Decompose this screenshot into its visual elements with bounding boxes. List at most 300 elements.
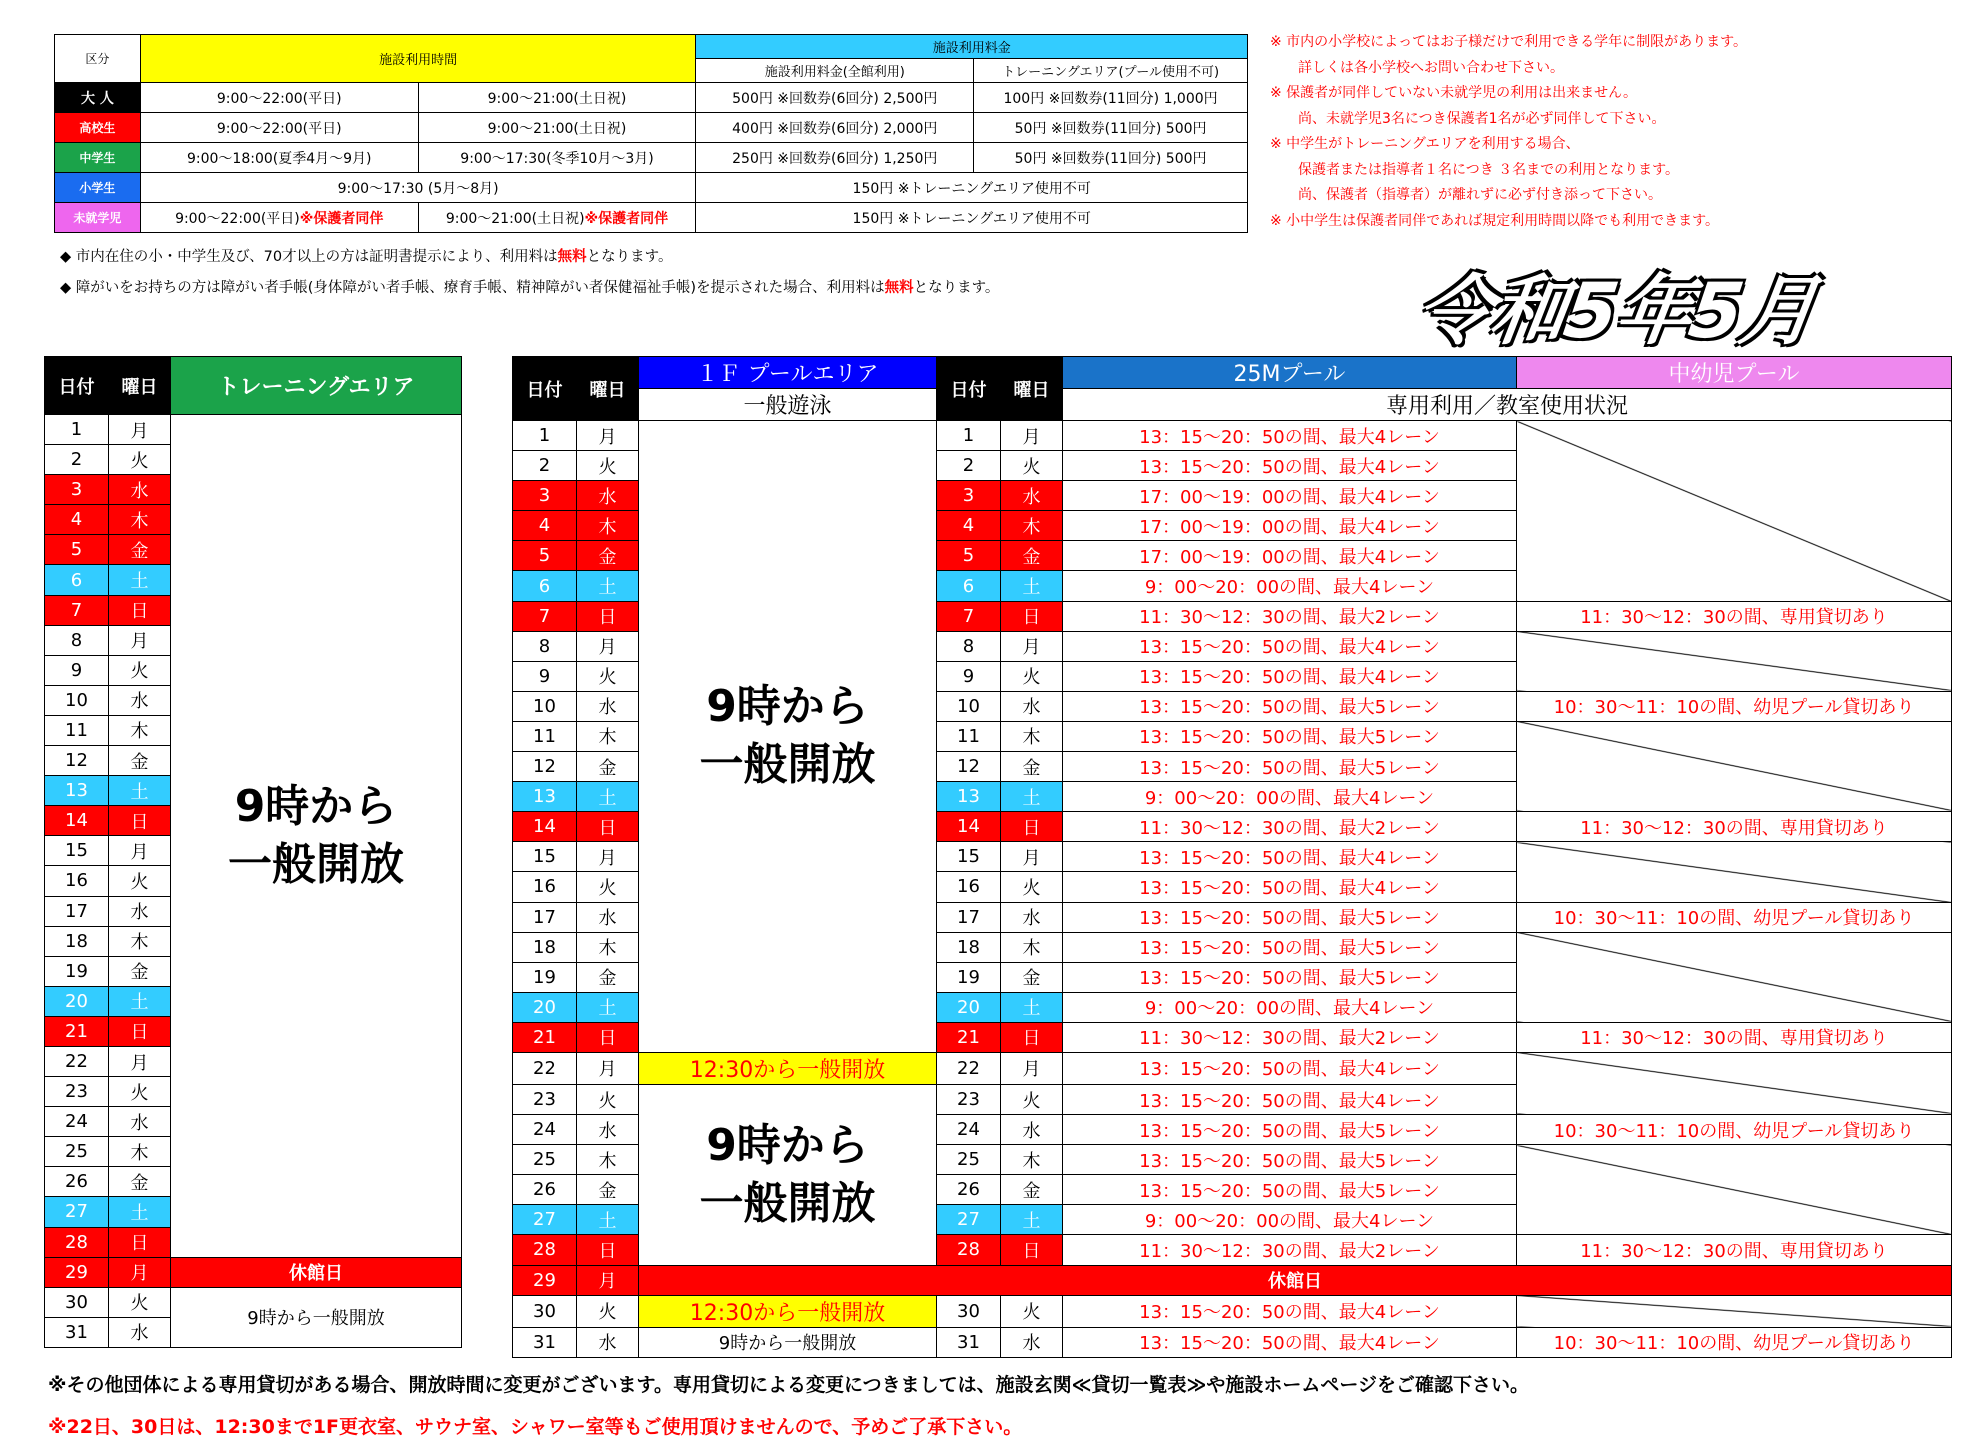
date-cell-2: 5 [937,541,1001,571]
pool25-usage-cell: 13：15～20：50の間、最大4レーン [1063,842,1517,872]
date-cell-2: 11 [937,721,1001,751]
date-cell: 18 [45,926,109,956]
date-cell-2: 28 [937,1235,1001,1265]
table-row [45,1257,462,1287]
weekday-cell-2: 木 [1001,511,1063,541]
weekday-cell: 木 [577,932,639,962]
kids-pool-cell: 11：30～12：30の間、専用貸切あり [1517,601,1952,631]
weekday-cell: 木 [109,505,171,535]
weekday-cell: 火 [577,1295,639,1327]
weekday-cell: 土 [577,782,639,812]
kids-pool-cell: 10：30～11：10の間、幼児プール貸切あり [1517,902,1952,932]
date-cell: 9 [513,661,577,691]
category-header: 区分 [55,35,141,83]
weekday-cell: 日 [109,1227,171,1257]
weekday-cell-2: 火 [1001,1295,1063,1327]
date-cell: 25 [45,1137,109,1167]
date-cell-2: 1 [937,421,1001,451]
kids-pool-empty-cell [1517,1052,1952,1114]
kids-pool-empty-cell [1517,1145,1952,1235]
general-open-cell: 9時から一般開放 [639,1327,937,1357]
kids-pool-cell: 11：30～12：30の間、専用貸切あり [1517,1022,1952,1052]
pool25-usage-cell: 13：15～20：50の間、最大5レーン [1063,691,1517,721]
kids-pool-empty-cell [1517,421,1952,602]
date-cell: 7 [45,595,109,625]
date-cell-2: 2 [937,451,1001,481]
row-label-middle-school: 中学生 [55,143,141,173]
weekday-cell: 土 [109,1197,171,1227]
date-cell: 13 [45,776,109,806]
date-cell: 14 [513,812,577,842]
date-cell-2: 18 [937,932,1001,962]
hs-fee-training: 50円 ※回数券(11回分) 500円 [974,113,1248,143]
weekday-cell-2: 月 [1001,631,1063,661]
open-line-1: 9時から [706,1119,869,1171]
open-line-1: 9時から [706,681,869,733]
right-notes: ※ 市内の小学校によってはお子様だけで利用できる学年に制限があります。 詳しくは各小学校へお問い合わせ下さい。 ※ 保護者が同伴していない未就学児の利用は出来ません。 尚、未就学児3名につき保護者1名が必ず同伴して下さい。 ※ 中学生がトレーニングエリアを利用する場合、 保護者または指導者１名につき ３名までの利用となります。 尚、保護者（指導者）が離れずに必ず付き添って下さい。 ※ 小中学生は保護者同伴であれば規定利用時間以降でも利用できます。 [1270,34,1748,229]
date-cell: 26 [513,1175,577,1205]
weekday-cell: 金 [109,746,171,776]
pool25-usage-cell: 17：00～19：00の間、最大4レーン [1063,481,1517,511]
pre-holiday-hours: 9:00～21:00(土日祝)※保護者同伴 [418,203,696,233]
date-cell: 26 [45,1167,109,1197]
weekday-cell-2: 火 [1001,1084,1063,1114]
weekday-cell: 水 [577,691,639,721]
weekday-cell-2: 月 [1001,842,1063,872]
weekday-cell-2: 金 [1001,1175,1063,1205]
weekday-cell: 月 [109,625,171,655]
row-label-high-school: 高校生 [55,113,141,143]
table-row [513,1327,1952,1357]
date-cell: 24 [45,1107,109,1137]
date-cell: 12 [513,752,577,782]
weekday-cell: 火 [577,451,639,481]
month-title: 令和5年5月 [1410,266,1822,355]
kids-pool-cell: 10：30～11：10の間、幼児プール貸切あり [1517,691,1952,721]
weekday-cell: 月 [109,415,171,445]
weekday-cell: 木 [109,1137,171,1167]
adult-fee-training: 100円 ※回数券(11回分) 1,000円 [974,83,1248,113]
adult-fee-full: 500円 ※回数券(6回分) 2,500円 [696,83,974,113]
date-cell: 17 [513,902,577,932]
date-cell: 22 [513,1052,577,1084]
date-cell: 7 [513,601,577,631]
date-cell-2: 16 [937,872,1001,902]
ms-fee-training: 50円 ※回数券(11回分) 500円 [974,143,1248,173]
pool25-header: 25Mプール [1063,357,1517,389]
table-row [513,1052,1952,1084]
date-cell: 21 [45,1016,109,1046]
date-cell: 20 [45,986,109,1016]
hs-holiday-hours: 9:00～21:00(土日祝) [418,113,696,143]
date-cell: 19 [513,962,577,992]
date-cell-2: 25 [937,1145,1001,1175]
weekday-cell: 月 [577,421,639,451]
es-fee: 150円 ※トレーニングエリア使用不可 [696,173,1248,203]
date-cell: 3 [45,475,109,505]
weekday-cell-2: 水 [1001,481,1063,511]
ms-fee-full: 250円 ※回数券(6回分) 1,250円 [696,143,974,173]
weekday-cell-2: 日 [1001,1235,1063,1265]
weekday-cell: 木 [577,511,639,541]
weekday-cell: 水 [109,1107,171,1137]
weekday-cell: 水 [577,1115,639,1145]
weekday-cell-2: 土 [1001,992,1063,1022]
weekday-cell: 土 [109,986,171,1016]
fees-header: 施設利用料金 [696,35,1248,59]
weekday-cell: 水 [109,1317,171,1347]
footer-note-1: ※その他団体による専用貸切がある場合、開放時間に変更がございます。専用貸切による変更につきましては、施設玄関≪貸切一覧表≫や施設ホームページをご確認下さい。 [48,1374,1529,1396]
weekday-cell-2: 土 [1001,782,1063,812]
open-line-2: 一般開放 [699,1177,876,1229]
open-line-1: 9時から [234,780,398,832]
weekday-cell: 火 [109,1287,171,1317]
open-1230-cell: 12:30から一般開放 [639,1052,937,1084]
training-schedule [44,356,462,1348]
date-cell: 15 [45,836,109,866]
table-row [45,415,462,445]
date-cell: 29 [45,1257,109,1287]
pool-schedule [512,356,1952,1358]
weekday-cell: 月 [577,1052,639,1084]
pool25-usage-cell: 17：00～19：00の間、最大4レーン [1063,541,1517,571]
weekday-cell: 月 [577,1265,639,1295]
date-cell-2: 10 [937,691,1001,721]
date-cell: 28 [513,1235,577,1265]
date-cell: 12 [45,746,109,776]
date-cell: 20 [513,992,577,1022]
weekday-cell: 水 [109,685,171,715]
kids-pool-cell: 11：30～12：30の間、専用貸切あり [1517,1235,1952,1265]
weekday-cell: 月 [109,1257,171,1287]
date-cell: 5 [45,535,109,565]
pool25-usage-cell: 11：30～12：30の間、最大2レーン [1063,1022,1517,1052]
date-cell-2: 3 [937,481,1001,511]
date-cell-2: 26 [937,1175,1001,1205]
weekday-cell-2: 水 [1001,1115,1063,1145]
date-cell-2: 7 [937,601,1001,631]
weekday-cell: 水 [109,896,171,926]
pool25-usage-cell: 13：15～20：50の間、最大4レーン [1063,631,1517,661]
weekday-header: 曜日 [577,357,639,421]
date-cell: 27 [513,1205,577,1235]
date-cell: 14 [45,806,109,836]
date-cell-2: 12 [937,752,1001,782]
pool25-usage-cell: 9：00～20：00の間、最大4レーン [1063,1205,1517,1235]
general-open-block-2 [639,1084,937,1265]
date-cell: 16 [513,872,577,902]
ms-winter-hours: 9:00～17:30(冬季10月～3月) [418,143,696,173]
kids-pool-cell: 10：30～11：10の間、幼児プール貸切あり [1517,1115,1952,1145]
date-cell: 30 [45,1287,109,1317]
hs-weekday-hours: 9:00～22:00(平日) [140,113,418,143]
kids-pool-empty-cell [1517,842,1952,902]
weekday-cell-2: 火 [1001,661,1063,691]
weekday-cell-2: 月 [1001,421,1063,451]
closed-cell: 休館日 [639,1265,1952,1295]
weekday-cell: 日 [577,601,639,631]
weekday-cell: 日 [577,812,639,842]
date-cell: 11 [513,721,577,751]
date-cell: 5 [513,541,577,571]
pool25-usage-cell: 13：15～20：50の間、最大4レーン [1063,661,1517,691]
training-open-cell: 9時から一般開放 [171,1287,462,1347]
weekday-cell-2: 木 [1001,721,1063,751]
weekday-cell: 日 [109,595,171,625]
pool25-usage-cell: 11：30～12：30の間、最大2レーン [1063,601,1517,631]
weekday-cell: 木 [109,715,171,745]
date-cell-2: 23 [937,1084,1001,1114]
date-cell: 8 [45,625,109,655]
date-cell: 25 [513,1145,577,1175]
ms-summer-hours: 9:00～18:00(夏季4月～9月) [140,143,418,173]
weekday-cell: 月 [577,842,639,872]
pool25-usage-cell: 13：15～20：50の間、最大5レーン [1063,962,1517,992]
weekday-cell: 火 [109,655,171,685]
hours-header: 施設利用時間 [140,35,696,83]
open-line-2: 一般開放 [699,739,876,791]
open-line-2: 一般開放 [228,838,404,890]
kids-pool-empty-cell [1517,1295,1952,1327]
weekday-cell: 水 [109,475,171,505]
pool25-usage-cell: 13：15～20：50の間、最大4レーン [1063,451,1517,481]
weekday-cell: 日 [577,1235,639,1265]
date-cell: 2 [513,451,577,481]
date-cell: 8 [513,631,577,661]
date-cell: 24 [513,1115,577,1145]
date-cell-2: 27 [937,1205,1001,1235]
date-cell-2: 15 [937,842,1001,872]
weekday-cell-2: 日 [1001,1022,1063,1052]
weekday-cell: 水 [577,902,639,932]
date-cell: 19 [45,956,109,986]
date-cell-2: 17 [937,902,1001,932]
weekday-cell: 金 [577,962,639,992]
pool25-usage-cell: 9：00～20：00の間、最大4レーン [1063,992,1517,1022]
pre-weekday-hours: 9:00～22:00(平日)※保護者同伴 [140,203,418,233]
kids-pool-empty-cell [1517,721,1952,811]
pre-fee: 150円 ※トレーニングエリア使用不可 [696,203,1248,233]
kids-pool-empty-cell [1517,631,1952,691]
weekday-cell: 月 [109,1046,171,1076]
date-cell: 10 [45,685,109,715]
weekday-cell: 土 [109,565,171,595]
weekday-cell-2: 水 [1001,691,1063,721]
weekday-cell-2: 木 [1001,1145,1063,1175]
pool25-usage-cell: 13：15～20：50の間、最大4レーン [1063,1052,1517,1084]
date-cell: 15 [513,842,577,872]
date-cell-2: 24 [937,1115,1001,1145]
pool25-usage-cell: 17：00～19：00の間、最大4レーン [1063,511,1517,541]
date-cell-2: 14 [937,812,1001,842]
date-cell: 23 [45,1077,109,1107]
weekday-cell: 金 [109,956,171,986]
date-cell-2: 21 [937,1022,1001,1052]
weekday-cell: 金 [577,541,639,571]
free-note-1: ◆ 市内在住の小・中学生及び、70才以上の方は証明書提示により、利用料は無料となります。 [60,249,673,265]
weekday-cell: 日 [109,1016,171,1046]
kids-pool-header: 中幼児プール [1517,357,1952,389]
weekday-cell: 火 [109,445,171,475]
table-row [513,1265,1952,1295]
general-open-block [639,421,937,1053]
row-label-elementary: 小学生 [55,173,141,203]
date-cell: 23 [513,1084,577,1114]
weekday-cell: 日 [577,1022,639,1052]
date-cell-2: 31 [937,1327,1001,1357]
pool25-usage-cell: 13：15～20：50の間、最大5レーン [1063,1145,1517,1175]
weekday-cell: 火 [109,1077,171,1107]
weekday-cell-2: 月 [1001,1052,1063,1084]
general-swim-header: 一般遊泳 [639,389,937,421]
pool25-usage-cell: 13：15～20：50の間、最大4レーン [1063,1084,1517,1114]
free-note-2: ◆ 障がいをお持ちの方は障がい者手帳(身体障がい者手帳、療育手帳、精神障がい者保健福祉手帳)を提示された場合、利用料は無料となります。 [60,280,1000,296]
table-row [513,421,1952,451]
pool25-usage-cell: 11：30～12：30の間、最大2レーン [1063,812,1517,842]
weekday-cell: 火 [577,661,639,691]
row-label-preschool: 未就学児 [55,203,141,233]
weekday-cell: 金 [577,752,639,782]
date-cell-2: 9 [937,661,1001,691]
pool25-usage-cell: 13：15～20：50の間、最大4レーン [1063,872,1517,902]
pool25-usage-cell: 13：15～20：50の間、最大5レーン [1063,902,1517,932]
weekday-cell: 火 [577,1084,639,1114]
date-cell: 18 [513,932,577,962]
weekday-cell-2: 火 [1001,451,1063,481]
weekday-cell: 金 [109,535,171,565]
table-row [45,1287,462,1317]
weekday-cell-2: 土 [1001,571,1063,601]
date-cell: 13 [513,782,577,812]
date-cell: 11 [45,715,109,745]
date-cell-2: 4 [937,511,1001,541]
pool25-usage-cell: 13：15～20：50の間、最大5レーン [1063,1115,1517,1145]
date-cell: 31 [513,1327,577,1357]
hs-fee-full: 400円 ※回数券(6回分) 2,000円 [696,113,974,143]
weekday-cell-2: 日 [1001,812,1063,842]
weekday-cell: 日 [109,806,171,836]
date-cell: 16 [45,866,109,896]
weekday-cell: 水 [577,481,639,511]
weekday-cell: 火 [109,866,171,896]
weekday-cell-2: 水 [1001,902,1063,932]
date-cell: 31 [45,1317,109,1347]
date-cell: 29 [513,1265,577,1295]
date-cell-2: 22 [937,1052,1001,1084]
weekday-cell: 土 [577,992,639,1022]
date-cell: 1 [513,421,577,451]
pool25-usage-cell: 13：15～20：50の間、最大5レーン [1063,932,1517,962]
weekday-cell-2: 火 [1001,872,1063,902]
date-cell: 28 [45,1227,109,1257]
kids-pool-cell: 10：30～11：10の間、幼児プール貸切あり [1517,1327,1952,1357]
weekday-cell: 土 [577,571,639,601]
pool25-usage-cell: 9：00～20：00の間、最大4レーン [1063,782,1517,812]
weekday-cell: 金 [577,1175,639,1205]
date-cell: 2 [45,445,109,475]
weekday-cell-2: 日 [1001,601,1063,631]
date-cell: 21 [513,1022,577,1052]
pool25-usage-cell: 13：15～20：50の間、最大5レーン [1063,721,1517,751]
kids-pool-cell: 11：30～12：30の間、専用貸切あり [1517,812,1952,842]
kids-pool-empty-cell [1517,932,1952,1022]
closed-cell: 休館日 [171,1257,462,1287]
weekday-cell: 月 [109,836,171,866]
date-cell-2: 20 [937,992,1001,1022]
date-cell: 22 [45,1046,109,1076]
date-cell: 10 [513,691,577,721]
date-cell-2: 13 [937,782,1001,812]
date-cell: 9 [45,655,109,685]
date-cell: 17 [45,896,109,926]
weekday-cell: 金 [109,1167,171,1197]
weekday-cell-2: 水 [1001,1327,1063,1357]
date-cell: 30 [513,1295,577,1327]
pool25-usage-cell: 13：15～20：50の間、最大4レーン [1063,421,1517,451]
weekday-cell: 木 [577,721,639,751]
fee-training-header: トレーニングエリア(プール使用不可) [974,59,1248,83]
pool25-usage-cell: 13：15～20：50の間、最大4レーン [1063,1327,1517,1357]
weekday-cell: 月 [577,631,639,661]
date-header: 日付 [513,357,577,421]
weekday-cell-2: 金 [1001,962,1063,992]
date-cell-2: 30 [937,1295,1001,1327]
fee-table [54,34,1248,233]
date-cell: 3 [513,481,577,511]
exclusive-header: 専用利用／教室使用状況 [1063,389,1952,421]
pool25-usage-cell: 13：15～20：50の間、最大4レーン [1063,1295,1517,1327]
weekday-header-2: 曜日 [1001,357,1063,421]
date-header-2: 日付 [937,357,1001,421]
date-cell: 6 [513,571,577,601]
row-label-adult: 大 人 [55,83,141,113]
pool25-usage-cell: 13：15～20：50の間、最大5レーン [1063,1175,1517,1205]
open-1230-cell: 12:30から一般開放 [639,1295,937,1327]
weekday-cell: 土 [109,776,171,806]
date-cell-2: 8 [937,631,1001,661]
pool25-usage-cell: 9：00～20：00の間、最大4レーン [1063,571,1517,601]
date-cell: 1 [45,415,109,445]
pool25-usage-cell: 11：30～12：30の間、最大2レーン [1063,1235,1517,1265]
weekday-header: 曜日 [109,357,171,415]
footer-note-2: ※22日、30日は、12:30まで1F更衣室、サウナ室、シャワー室等もご使用頂けませんので、予めご了承下さい。 [48,1416,1023,1438]
date-cell-2: 6 [937,571,1001,601]
weekday-cell-2: 土 [1001,1205,1063,1235]
weekday-cell: 土 [577,1205,639,1235]
es-hours: 9:00～17:30 (5月～8月) [140,173,696,203]
fee-full-header: 施設利用料金(全館利用) [696,59,974,83]
weekday-cell-2: 木 [1001,932,1063,962]
date-cell: 4 [45,505,109,535]
pool25-usage-cell: 13：15～20：50の間、最大5レーン [1063,752,1517,782]
weekday-cell-2: 金 [1001,541,1063,571]
training-header: トレーニングエリア [171,357,462,415]
date-cell: 6 [45,565,109,595]
weekday-cell: 水 [577,1327,639,1357]
pool-area-header: １Ｆ プールエリア [639,357,937,389]
date-cell-2: 19 [937,962,1001,992]
date-cell: 4 [513,511,577,541]
adult-holiday-hours: 9:00～21:00(土日祝) [418,83,696,113]
date-header: 日付 [45,357,109,415]
adult-weekday-hours: 9:00～22:00(平日) [140,83,418,113]
weekday-cell: 火 [577,872,639,902]
weekday-cell: 木 [577,1145,639,1175]
table-row [513,1295,1952,1327]
weekday-cell-2: 金 [1001,752,1063,782]
weekday-cell: 木 [109,926,171,956]
training-open-block [171,415,462,1258]
